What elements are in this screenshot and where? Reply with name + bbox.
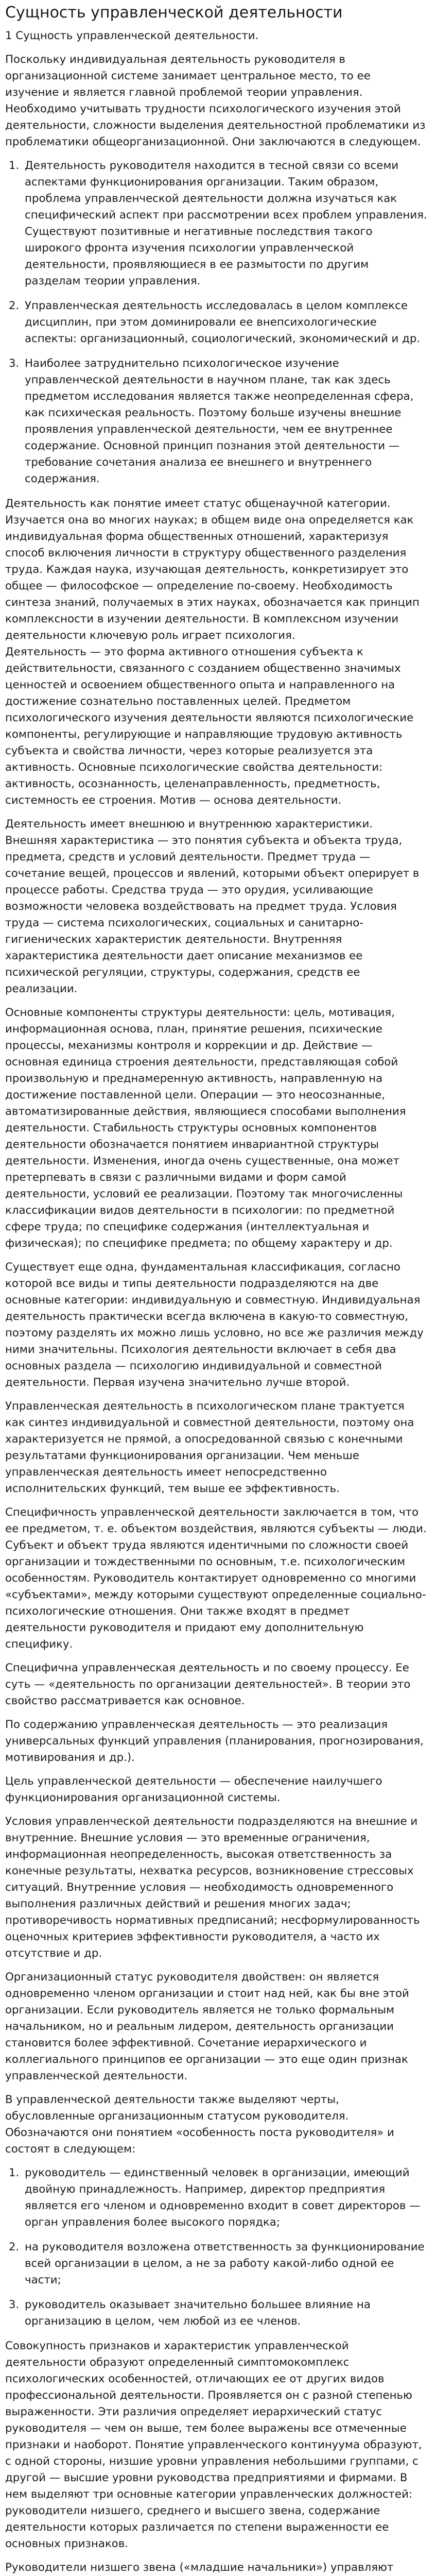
- paragraph: Управленческая деятельность в психологическом плане трактуется как синтез индивидуальной и совместной деятельности, поэтому она характеризуется не прямой, а опосредованной связью с конечными результатами функционирования организации. Чем меньше управленческая деятельность имеет непосредственно исполнительских функций, тем выше ее эффективность.: [5, 1400, 414, 1495]
- paragraph: В управленческой деятельности также выделяют черты, обусловленные организационным статусом руководителя. Обозначаются они понятием «особенность поста руководителя» и состоят в следующем:: [5, 2093, 394, 2156]
- paragraph: Специфична управленческая деятельность и по своему процессу. Ее суть — «деятельность по организации деятельностей». В теории это свойство рассматривается как основное.: [5, 1662, 411, 1707]
- paragraph: Специфичность управленческой деятельности заключается в том, что ее предметом, т. е. объектом воздействия, являются субъекты — люди. Субъект и объект труда являются идентичными по сложности своей организации и тождественными по основным, т.е. психологическим особенностям. Руководитель контактирует одновременно со многими «субъектами», между которыми существуют определенные социально-психологические отношения. Они также входят в предмет деятельности руководителя и придают ему дополнительную специфику.: [5, 1506, 427, 1651]
- section-subtitle: 1 Сущность управленческой деятельности.: [5, 29, 259, 42]
- list-item: 2. Управленческая деятельность исследовалась в целом комплексе дисциплин, при этом доминировали ее внепсихологические аспекты: организационный, социологический, экономический и др.: [23, 298, 427, 347]
- paragraph: Цель управленческой деятельности — обеспечение наилучшего функционирования организационной системы.: [5, 1775, 382, 1804]
- intro-paragraph: Поскольку индивидуальная деятельность руководителя в организационной системе занимает центральное место, то ее изучение и является главной проблемой теории управления. Необходимо учитывать трудности психологического изучения этой деятельности, сложности выделения деятельностной проблематики из проблематики общеорганизационной. Они заключаются в следующем.: [5, 53, 426, 148]
- paragraph: По содержанию управленческая деятельность — это реализация универсальных функций управления (планирования, прогнозирования, мотивирования и др.).: [5, 1718, 424, 1764]
- paragraph: Деятельность как понятие имеет статус общенаучной категории. Изучается она во многих науках; в общем виде она определяется как индивидуальная форма общественных отношений, характеризуя способ включения личности в структуру общественного разделения труда. Каждая наука, изучающая деятельность, конкретизирует это общее — философское — определение по-своему. Необходимость синтеза знаний, получаемых в этих науках, обозначается как принцип комплексности в изучении деятельности. В комплексном изучении деятельности ключевую роль играет психология.: [5, 497, 420, 642]
- page-title: Сущность управленческой деятельности: [5, 4, 343, 22]
- list-item: 1. Деятельность руководителя находится в тесной связи со всеми аспектами функционирования организации. Таким образом, проблема управленческой деятельности должна изучаться как специфический аспект при рассмотрении всех проблем управления. Существуют позитивные и негативные последствия такого широкого фронта изучения психологии управленческой деятельности, проявляющиеся в ее размытости по другим разделам теории управления.: [23, 158, 427, 290]
- difficulties-list: [5, 158, 427, 487]
- paragraph: Деятельность — это форма активного отношения субъекта к действительности, связанного с созданием общественно значимых ценностей и освоением общественного опыта и направленного на достижение сознательно поставленных целей. Предметом психологического изучения деятельности являются психологические компоненты, регулирующие и направляющие трудовую активность субъекта и свойства личности, через которые реализуется эта активность. Основные психологические свойства деятельности: активность, осознанность, целенаправленность, предметность, системность ее строения. Мотив — основа деятельности.: [5, 646, 414, 807]
- list-item: 3. Наиболее затруднительно психологическое изучение управленческой деятельности в научном плане, так как здесь предметом исследования является также неопределенная сфера, как психическая реальность. Поэтому больше изучены внешние проявления управленческой деятельности, чем ее внутреннее содержание. Основной принцип познания этой деятельности — требование сочетания анализа ее внешнего и внутреннего содержания.: [23, 355, 427, 487]
- paragraph: Организационный статус руководителя двойствен: он является одновременно членом организации и стоит над ней, как бы вне этой организации. Если руководитель является не только формальным начальником, но и реальным лидером, деятельность организации становится более эффективной. Сочетание иерархического и коллегиального принципов ее организации — это еще один признак управленческой деятельности.: [5, 1971, 409, 2082]
- paragraph: Деятельность имеет внешнюю и внутреннюю характеристики. Внешняя характеристика — это понятия субъекта и объекта труда, предмета, средств и условий деятельности. Предмет труда — сочетание вещей, процессов и явлений, которыми объект оперирует в процессе работы. Средства труда — это орудия, усиливающие возможности человека воздействовать на предмет труда. Условия труда — система психологических, социальных и санитарно-гигиенических характеристик деятельности. Внутренняя характеристика деятельности дает описание механизмов ее психической регуляции, структуры, содержания, средств ее реализации.: [5, 818, 420, 995]
- list-item: 3. руководитель оказывает значительно большее влияние на организацию в целом, чем любой из ее членов.: [23, 2297, 427, 2330]
- paragraph: Существует еще одна, фундаментальная классификация, согласно которой все виды и типы деятельности подразделяются на две основные категории: индивидуальную и совместную. Индивидуальная деятельность практически всегда включена в какую-то совместную, поэтому разделять их можно лишь условно, но все же различия между ними значительны. Психология деятельности включает в себя два основных раздела — психологию индивидуальной и совместной деятельности. Первая изучена значительно лучше второй.: [5, 1261, 424, 1389]
- list-item: 2. на руководителя возложена ответственность за функционирование всей организации в целом, а не за работу какой-либо одной ее части;: [23, 2239, 427, 2289]
- paragraph: Совокупность признаков и характеристик управленческой деятельности образуют определенный симптомокомплекс психологических особенностей, отличающих ее от других видов профессиональной деятельности. Проявляется он с разной степенью выраженности. Эти различия определяет иерархический статус руководителя — чем он выше, тем более выражены все отмеченные признаки и наоборот. Понятие управленческого континуума образуют, с одной стороны, низшие уровни управления небольшими группами, с другой — высшие уровни руководства предприятиями и фирмами. В нем выделяют три основные категории управленческих должностей: руководители низшего, среднего и высшего звена, содержание деятельности которых различается по степени выраженности ее основных признаков.: [5, 2340, 422, 2550]
- post-features-list: [5, 2165, 427, 2330]
- list-item: 1. руководитель — единственный человек в организации, имеющий двойную принадлежность. Например, директор предприятия является его членом и одновременно входит в совет директоров — орган управления более высокого порядка;: [23, 2165, 427, 2231]
- paragraph: Основные компоненты структуры деятельности: цель, мотивация, информационная основа, план, принятие решения, психические процессы, механизмы контроля и коррекции и др. Действие — основная единица строения деятельности, представляющая собой произвольную и преднамеренную активность, направленную на достижение поставленной цели. Операции — это неосознанные, автоматизированные действия, являющиеся способами выполнения деятельности. Стабильность структуры основных компонентов деятельности обозначается понятием инвариантной структуры деятельности. Изменения, иногда очень существенные, она может претерпевать в связи с различными видами и форм самой деятельности, условий ее реализации. Поэтому так многочисленны классификации видов деятельности в психологии: по предметной сфере труда; по специфике содержания (интеллектуальная и физическая); по специфике предмета; по общему характеру и др.: [5, 1006, 406, 1250]
- paragraph: Условия управленческой деятельности подразделяются на внешние и внутренние. Внешние условия — это временные ограничения, информационная неопределенность, высокая ответственность за конечные результаты, нехватка ресурсов, возникновение стрессовых ситуаций. Внутренние условия — необходимость одновременного выполнения различных действий и решения многих задач; противоречивость нормативных предписаний; несформулированность оценочных критериев эффективности руководителя, а часто их отсутствие и др.: [5, 1815, 420, 1960]
- paragraph: Руководители низшего звена («младшие начальники») управляют: [5, 2561, 394, 2574]
